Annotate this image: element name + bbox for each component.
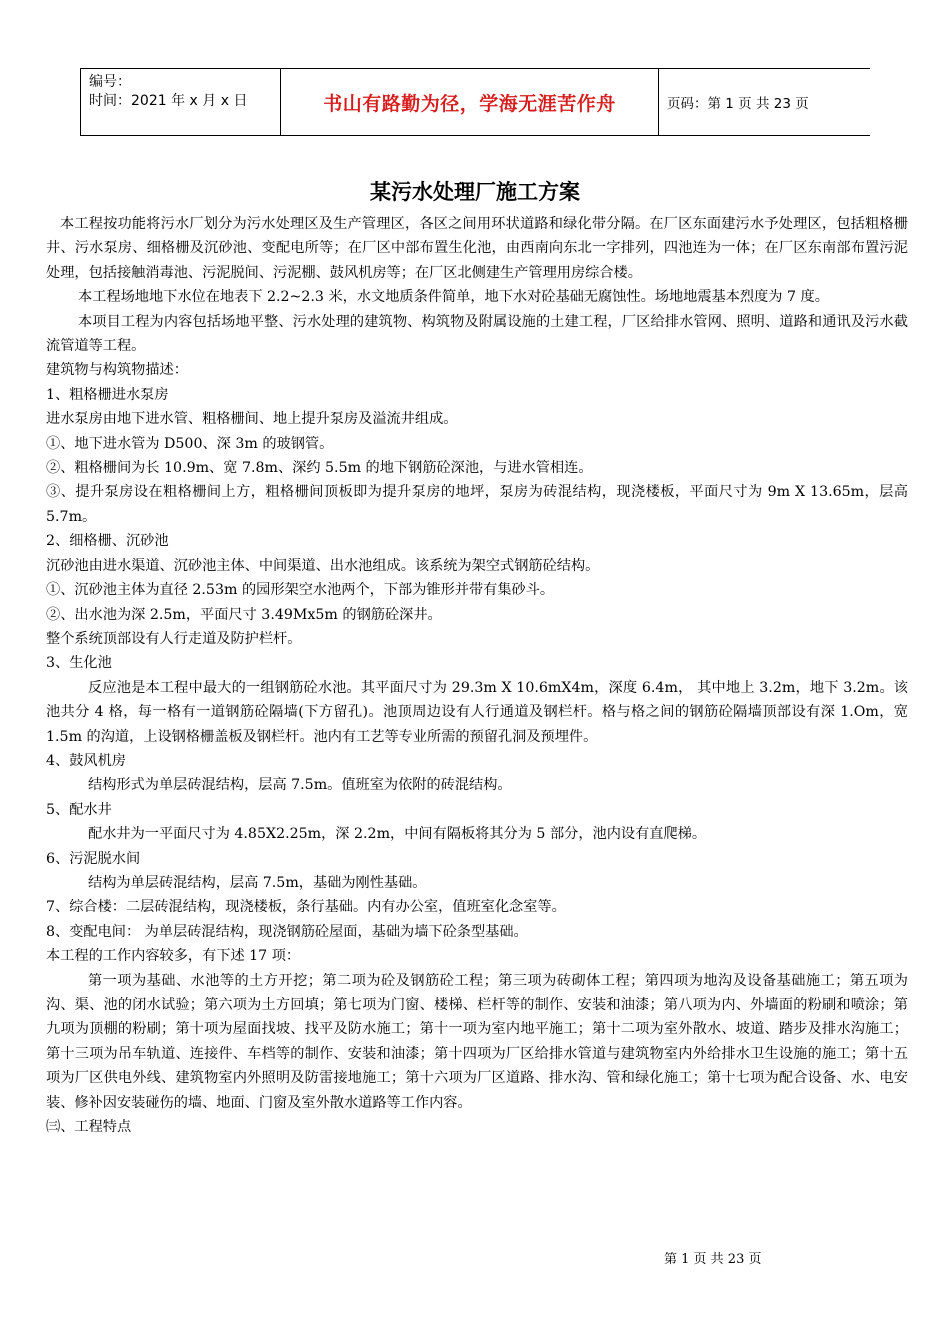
- header-motto: 书山有路勤为径，学海无涯苦作舟: [281, 69, 659, 135]
- list-item: ①、地下进水管为 D500、深 3m 的玻钢管。: [46, 435, 334, 452]
- document-title: 某污水处理厂施工方案: [370, 180, 580, 204]
- document-date-label: 时间：2021 年 x 月 x 日: [89, 93, 248, 109]
- paragraph: 第一项为基础、水池等的土方开挖；第二项为砼及钢筋砼工程；第三项为砖砌体工程；第四项为地沟及设备基础施工；第五项为沟、渠、池的闭水试验；第六项为土方回填；第七项为门窗、楼梯、栏杆等的制作、安装和油漆；第八项为内、外墙面的粉刷和喷涂；第九项为顶棚的粉刷；第十项为屋面找坡、找平及防水施工；第十一项为室内地平施工；第十二项为室外散水、坡道、踏步及排水沟施工；第十三项为吊车轨道、连接件、车档等的制作、安装和油漆；第十四项为厂区给排水管道与建筑物室内外给排水卫生设施的施工；第十五项为厂区供电外线、建筑物室内外照明及防雷接地施工；第十六项为厂区道路、排水沟、管和绿化施工；第十七项为配合设备、水、电安装、修补因安装碰伤的墙、地面、门窗及室外散水道路等工作内容。: [46, 972, 908, 1111]
- paragraph: 整个系统顶部设有人行走道及防护栏杆。: [46, 630, 302, 647]
- section-heading: 5、配水井: [46, 801, 112, 818]
- paragraph: 建筑物与构筑物描述：: [46, 362, 188, 379]
- section-heading: 6、污泥脱水间: [46, 850, 141, 867]
- paragraph: 结构为单层砖混结构，层高 7.5m，基础为刚性基础。: [88, 874, 427, 891]
- list-item: ②、出水池为深 2.5m，平面尺寸 3.49Mx5m 的钢筋砼深井。: [46, 606, 442, 623]
- paragraph: 反应池是本工程中最大的一组钢筋砼水池。其平面尺寸为 29.3m X 10.6mX4m，深度 6.4m， 其中地上 3.2m，地下 3.2m。该池共分 4 格，每一格有一道钢筋砼隔墙(下方留孔)。池顶周边设有人行通道及钢栏杆。格与格之间的钢筋砼隔墙顶部设有深 1.Om，宽 1.5m 的沟道，上设钢格栅盖板及钢栏杆。池内有工艺等专业所需的预留孔洞及预埋件。: [46, 679, 908, 745]
- paragraph: 配水井为一平面尺寸为 4.85X2.25m，深 2.2m，中间有隔板将其分为 5 部分，池内设有直爬梯。: [88, 826, 707, 843]
- header-info-cell: [81, 69, 281, 135]
- list-item: ③、提升泵房设在粗格栅间上方，粗格栅间顶板即为提升泵房的地坪，泵房为砖混结构，现浇楼板，平面尺寸为 9m X 13.65m，层高 5.7m。: [46, 484, 908, 525]
- section-heading: 2、细格栅、沉砂池: [46, 533, 169, 550]
- section-heading: ㈢、工程特点: [46, 1119, 132, 1136]
- paragraph: 本工程按功能将污水厂划分为污水处理区及生产管理区，各区之间用环状道路和绿化带分隔。在厂区东面建污水予处理区，包括粗格栅井、污水泵房、细格栅及沉砂池、变配电所等；在厂区中部布置生化池，由西南向东北一字排列，四池连为一体；在厂区东南部布置污泥处理，包括接触消毒池、污泥脱间、污泥棚、鼓风机房等；在厂区北侧建生产管理用房综合楼。: [46, 216, 908, 281]
- paragraph: 本工程的工作内容较多，有下述 17 项：: [46, 948, 301, 965]
- page-header: [80, 68, 870, 136]
- paragraph: 本工程场地地下水位在地表下 2.2~2.3 米，水文地质条件简单，地下水对砼基础无腐蚀性。场地地震基本烈度为 7 度。: [78, 289, 829, 306]
- header-page-info: 页码：第 1 页 共 23 页: [667, 96, 809, 112]
- paragraph: 8、变配电间： 为单层砖混结构，现浇钢筋砼屋面，基础为墙下砼条型基础。: [46, 923, 528, 940]
- section-heading: 3、生化池: [46, 655, 112, 672]
- section-heading: 4、鼓风机房: [46, 752, 126, 769]
- document-body: [46, 212, 908, 1139]
- paragraph: 结构形式为单层砖混结构，层高 7.5m。值班室为依附的砖混结构。: [88, 777, 512, 794]
- paragraph: 进水泵房由地下进水管、粗格栅间、地上提升泵房及溢流井组成。: [46, 411, 458, 428]
- section-heading: 1、粗格栅进水泵房: [46, 386, 169, 403]
- paragraph: 本项目工程为内容包括场地平整、污水处理的建筑物、构筑物及附属设施的土建工程，厂区给排水管网、照明、道路和通讯及污水截流管道等工程。: [46, 313, 908, 355]
- list-item: ①、沉砂池主体为直径 2.53m 的园形架空水池两个，下部为锥形并带有集砂斗。: [46, 582, 555, 599]
- list-item: ②、粗格栅间为长 10.9m、宽 7.8m、深约 5.5m 的地下钢筋砼深池，与进水管相连。: [46, 460, 593, 477]
- document-number-label: 编号：: [89, 74, 131, 90]
- paragraph: 沉砂池由进水渠道、沉砂池主体、中间渠道、出水池组成。该系统为架空式钢筋砼结构。: [46, 557, 600, 574]
- paragraph: 7、综合楼：二层砖混结构，现浇楼板，条行基础。内有办公室，值班室化念室等。: [46, 899, 566, 916]
- page-footer: 第 1 页 共 23 页: [664, 1252, 762, 1267]
